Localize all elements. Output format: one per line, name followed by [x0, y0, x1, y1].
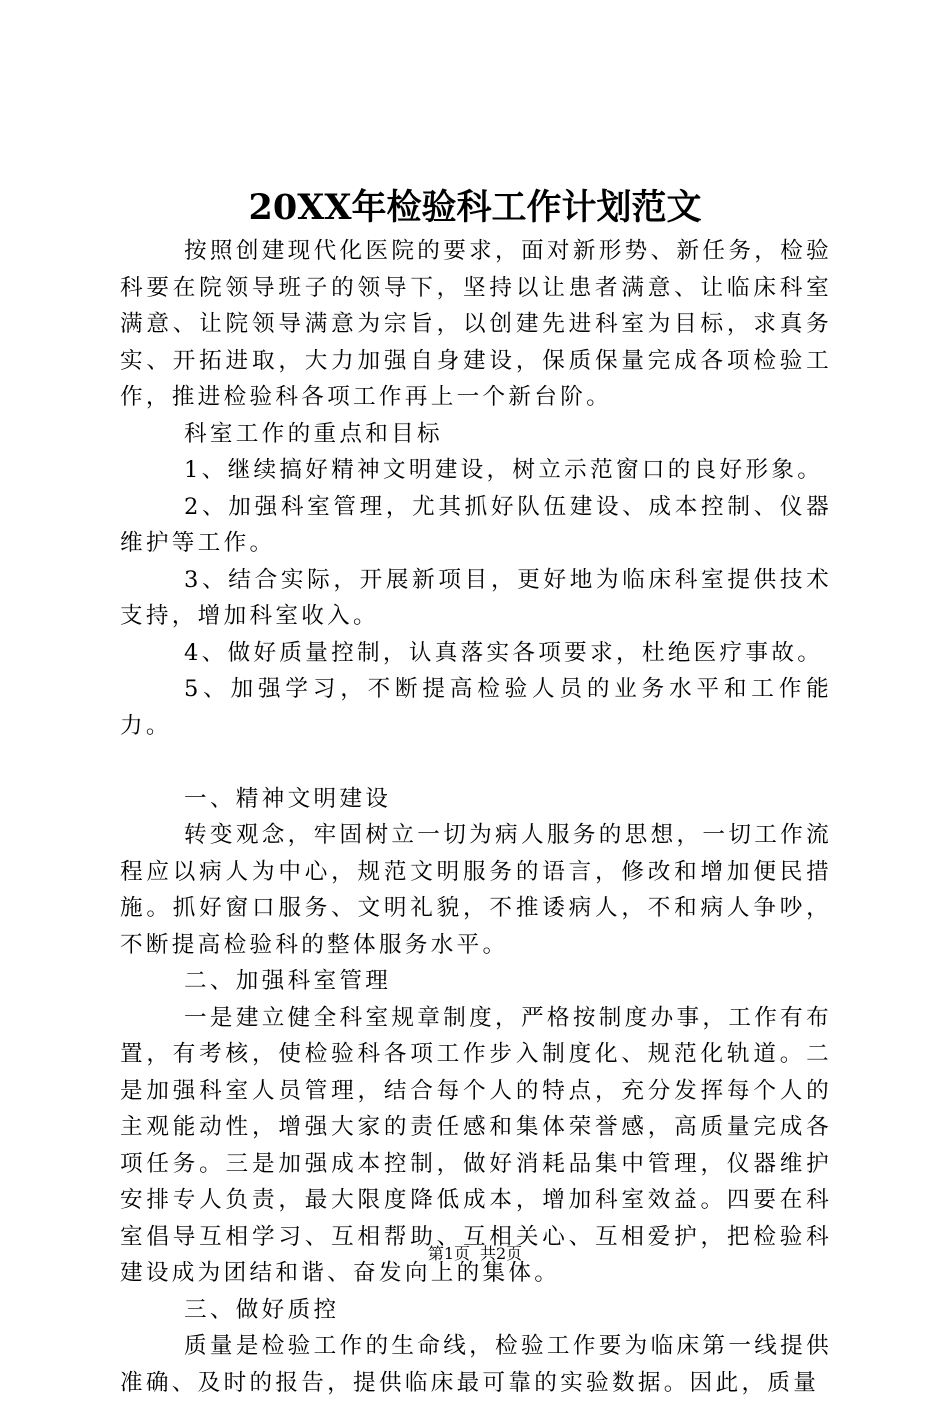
section-2-paragraph: 一是建立健全科室规章制度，严格按制度办事，工作有布置，有考核，使检验科各项工作步入制度化、规范化轨道。二是加强科室人员管理，结合每个人的特点，充分发挥每个人的主观能动性，增强大家的责任感和集体荣誉感，高质量完成各项任务。三是加强成本控制，做好消耗品集中管理，仪器维护安排专人负责，最大限度降低成本，增加科室效益。四要在科室倡导互相学习、互相帮助、互相关心、互相爱护，把检验科建设成为团结和谐、奋发向上的集体。	[120, 1004, 832, 1286]
section-1-heading: 一、精神文明建设	[184, 785, 392, 812]
page-footer	[0, 1242, 950, 1266]
document-body	[120, 233, 832, 1401]
section-3-paragraph: 质量是检验工作的生命线，检验工作要为临床第一线提供准确、及时的报告，提供临床最可靠的实验数据。因此，质量	[120, 1333, 832, 1396]
document-title: 20XX年检验科工作计划范文	[248, 187, 702, 228]
goal-item-1: 1、继续搞好精神文明建设，树立示范窗口的良好形象。	[184, 457, 824, 483]
goal-item-2: 2、加强科室管理，尤其抓好队伍建设、成本控制、仪器维护等工作。	[120, 493, 832, 556]
goal-item-5: 5、加强学习，不断提高检验人员的业务水平和工作能力。	[120, 676, 832, 739]
page-total: 共2页	[480, 1244, 523, 1263]
goal-item-4: 4、做好质量控制，认真落实各项要求，杜绝医疗事故。	[184, 639, 824, 666]
blank-line	[120, 744, 832, 781]
section-1-paragraph: 转变观念，牢固树立一切为病人服务的思想，一切工作流程应以病人为中心，规范文明服务的语言，修改和增加便民措施。抓好窗口服务、文明礼貌，不推诿病人，不和病人争吵，不断提高检验科的整体服务水平。	[120, 822, 832, 958]
section-2-heading: 二、加强科室管理	[184, 968, 392, 994]
page-number: 第1页	[427, 1244, 470, 1263]
intro-paragraph: 按照创建现代化医院的要求，面对新形势、新任务，检验科要在院领导班子的领导下，坚持以让患者满意、让临床科室满意、让院领导满意为宗旨，以创建先进科室为目标，求真务实、开拓进取，大力加强自身建设，保质保量完成各项检验工作，推进检验科各项工作再上一个新台阶。	[120, 238, 832, 410]
goals-heading: 科室工作的重点和目标	[184, 420, 443, 447]
section-3-heading: 三、做好质控	[184, 1296, 340, 1323]
goal-item-3: 3、结合实际，开展新项目，更好地为临床科室提供技术支持，增加科室收入。	[120, 566, 832, 629]
